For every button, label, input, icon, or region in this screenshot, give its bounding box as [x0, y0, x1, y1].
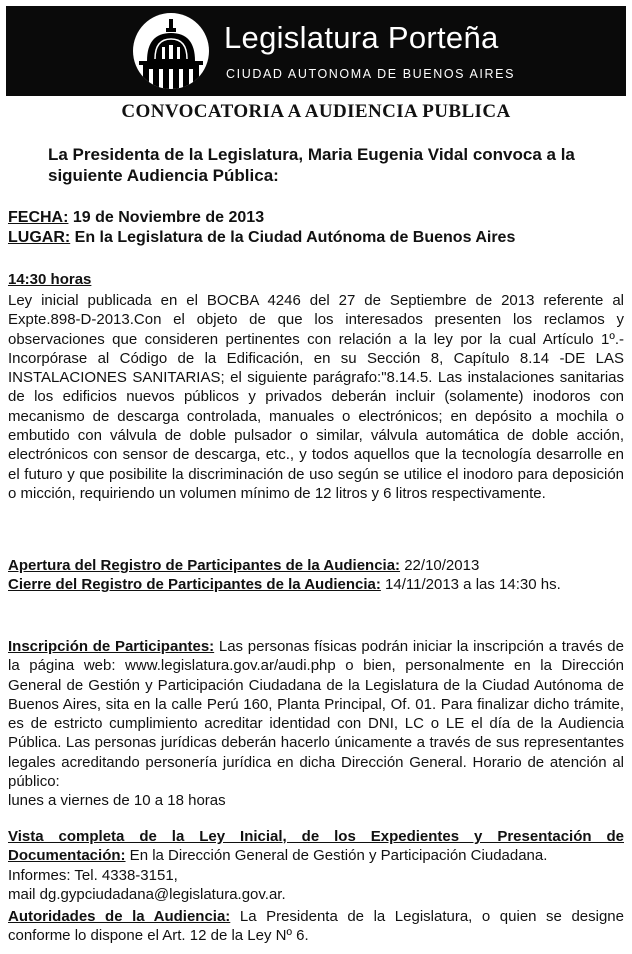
inscripcion-label: Inscripción de Participantes: — [8, 638, 215, 655]
ley-paragraph: Ley inicial publicada en el BOCBA 4246 del 27 de Septiembre de 2013 referente al Expte.898-D-2013.Con el objeto de que los interesados presenten los reclamos y observaciones que consideren pertinentes con relación a la ley por la cual Artículo 1º.- Incorpórase al Código de la Edificación, en su Sección 8, Capítulo 8.14 -DE LAS INSTALACIONES SANITARIAS; el siguiente parágrafo:"8.14.5. Las instalaciones sanitarias de los edificios nuevos públicos y privados deberán incluir (solamente) inodoros con mecanismo de descarga controlada, manuales o electrónicos; en depósito a mochila o embutido con válvula de doble pulsador o similar, válvula automática de doble acción, electrónicos con sensor de descarga, etc., y todos aquellos que la tecnología desarrolle en el futuro y que posibilite la discriminación de uso según se utilice el inodoro para deposición o micción, requiriendo un volumen mínimo de 12 litros y 6 litros respectivamente. — [8, 292, 624, 502]
vista-tel: Informes: Tel. 4338-3151, — [8, 866, 178, 884]
lugar-value: En la Legislatura de la Ciudad Autónoma de Buenos Aires — [70, 229, 516, 246]
legislature-logo — [133, 13, 209, 89]
banner-subtitle: CIUDAD AUTONOMA DE BUENOS AIRES — [226, 67, 516, 81]
vista-label: Vista completa de la Ley Inicial, de los Expedientes y Presentación de Documentación: — [8, 828, 624, 865]
cierre-label: Cierre del Registro de Participantes de la Audiencia: — [8, 576, 381, 594]
fecha-value: 19 de Noviembre de 2013 — [68, 209, 265, 226]
lugar-label: LUGAR: — [8, 229, 71, 246]
cierre-value: 14/11/2013 a las 14:30 hs. — [380, 576, 561, 594]
banner-title: Legislatura Porteña — [224, 20, 499, 55]
fecha-label: FECHA: — [8, 209, 69, 226]
apertura-line — [8, 556, 624, 575]
cierre-line — [8, 575, 624, 594]
autoridades-text: La Presidenta de la Legislatura, o quien se designe conforme lo dispone el Art. 12 de la Ley Nº 6. — [8, 908, 624, 945]
vista-mail: mail dg.gypciudadana@legislatura.gov.ar. — [8, 885, 286, 903]
inscripcion-text: Las personas físicas podrán iniciar la inscripción a través de la página web: www.legislatura.gov.ar/audi.php o bien, personalmente en la Dirección General de Gestión y Participación Ciudadana de la Legislatura de la Ciudad Autónoma de Buenos Aires, sita en la calle Perú 160, Planta Principal, Of. 01. Para finalizar dicho trámite, es de estricto cumplimiento acreditar identidad con DNI, LC o LE el día de la Audiencia Pública. Las personas jurídicas deberán hacerlo únicamente a través de sus representantes legales acreditando personería jurídica en dicha Dirección General. Horario de atención al público: — [8, 638, 624, 791]
intro-text: La Presidenta de la Legislatura, Maria Eugenia Vidal convoca a la siguiente Audiencia Pública: — [48, 145, 575, 185]
dome-icon — [133, 13, 209, 89]
autoridades-label: Autoridades de la Audiencia: — [8, 908, 231, 925]
vista-section — [8, 827, 624, 904]
inscripcion-section — [8, 637, 624, 811]
hora-heading: 14:30 horas — [8, 271, 92, 288]
lugar-line — [8, 228, 624, 247]
vista-text: En la Dirección General de Gestión y Participación Ciudadana. — [125, 847, 548, 865]
apertura-value: 22/10/2013 — [400, 557, 480, 574]
horario-line: lunes a viernes de 10 a 18 horas — [8, 792, 226, 810]
fecha-line — [8, 208, 624, 227]
registro-section — [8, 556, 624, 595]
page-title: CONVOCATORIA A AUDIENCIA PUBLICA — [121, 101, 511, 122]
apertura-label: Apertura del Registro de Participantes de la Audiencia: — [8, 557, 401, 574]
autoridades-section — [8, 907, 624, 946]
header-banner — [6, 6, 626, 96]
